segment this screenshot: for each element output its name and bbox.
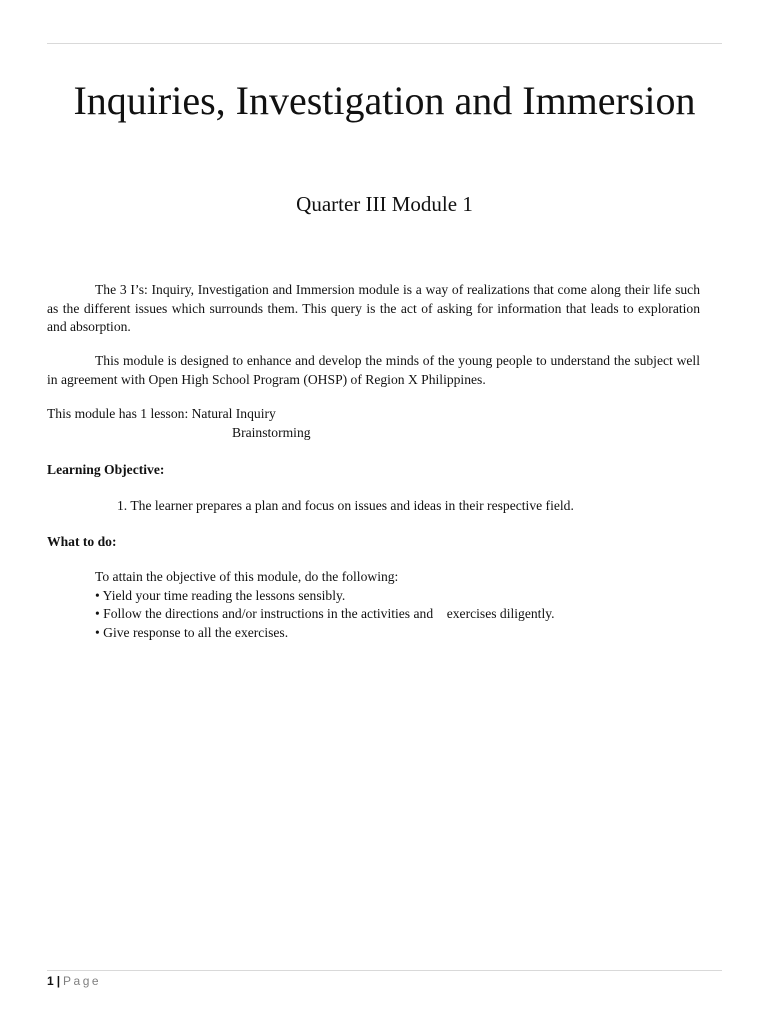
document-subtitle: Quarter III Module 1: [296, 192, 473, 216]
what-to-do-list: [95, 568, 555, 642]
what-to-do-intro: To attain the objective of this module, do the following:: [95, 569, 399, 584]
purpose-paragraph: This module is designed to enhance and develop the minds of the young people to understand the subject well in agreement with Open High School Program (OHSP) of Region X Philippines.: [47, 353, 700, 387]
page-label: Page: [63, 974, 102, 988]
lesson-list-line: This module has 1 lesson: Natural Inquiry: [47, 406, 276, 421]
list-item: • Yield your time reading the lessons sensibly.: [95, 587, 346, 603]
document-title: Inquiries, Investigation and Immersion: [73, 78, 696, 123]
intro-paragraph: The 3 I’s: Inquiry, Investigation and Immersion module is a way of realizations that come along their life such as the different issues which surrounds them. This query is the act of asking for information that leads to exploration and absorption.: [47, 282, 700, 334]
learning-objective-heading: Learning Objective:: [47, 462, 165, 477]
list-item: • Give response to all the exercises.: [95, 624, 289, 640]
what-to-do-heading: What to do:: [47, 534, 117, 549]
list-item: • Follow the directions and/or instructions in the activities and exercises diligently.: [95, 606, 555, 621]
header-rule: [47, 43, 722, 44]
page-footer: [47, 972, 101, 990]
footer-rule: [47, 970, 722, 971]
lesson-list-line: Brainstorming: [232, 425, 311, 440]
footer-separator: |: [56, 974, 61, 988]
objective-item: 1. The learner prepares a plan and focus on issues and ideas in their respective field.: [117, 498, 574, 513]
page-number: 1: [47, 974, 54, 988]
